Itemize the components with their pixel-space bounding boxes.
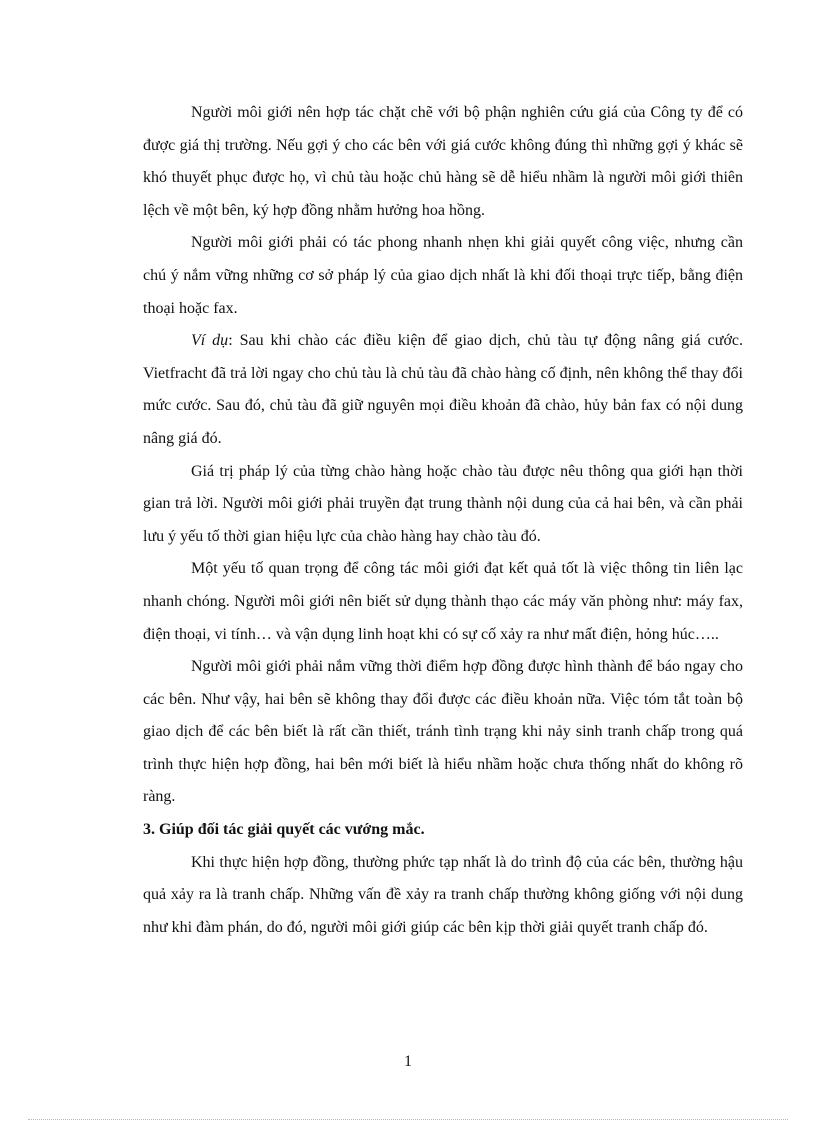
- document-body: [143, 97, 743, 944]
- example-label: Ví dụ: [191, 332, 229, 350]
- example-text: : Sau khi chào các điều kiện để giao dịch, chủ tàu tự động nâng giá cước. Vietfracht đã trả lời ngay cho chủ tàu là chủ tàu đã chào hàng cố định, nên không thể thay đổi mức cước. Sau đó, chủ tàu đã giữ nguyên mọi điều khoản đã chào, hủy bản fax có nội dung nâng giá đó.: [143, 332, 744, 447]
- page-bottom-divider: [28, 1119, 788, 1120]
- paragraph-5: Một yếu tố quan trọng để công tác môi giới đạt kết quả tốt là việc thông tin liên lạc nhanh chóng. Người môi giới nên biết sử dụng thành thạo các máy văn phòng như: máy fax, điện thoại, vi tính… và vận dụng linh hoạt khi có sự cố xảy ra như mất điện, hỏng húc…..: [143, 560, 743, 643]
- page-number: 1: [404, 1053, 412, 1070]
- paragraph-2: Người môi giới phải có tác phong nhanh nhẹn khi giải quyết công việc, nhưng cần chú ý nắm vững những cơ sở pháp lý của giao dịch nhất là khi đối thoại trực tiếp, bằng điện thoại hoặc fax.: [143, 234, 743, 317]
- section-heading: 3. Giúp đối tác giải quyết các vướng mắc.: [143, 821, 425, 839]
- paragraph-6: Người môi giới phải nắm vững thời điểm hợp đồng được hình thành để báo ngay cho các bên. Như vậy, hai bên sẽ không thay đổi được các điều khoản nữa. Việc tóm tắt toàn bộ giao dịch để các bên biết là rất cần thiết, tránh tình trạng khi nảy sinh tranh chấp trong quá trình thực hiện hợp đồng, hai bên mới biết là hiểu nhầm hoặc chưa thống nhất do không rõ ràng.: [143, 658, 743, 806]
- paragraph-4: Giá trị pháp lý của từng chào hàng hoặc chào tàu được nêu thông qua giới hạn thời gian trả lời. Người môi giới phải truyền đạt trung thành nội dung của cả hai bên, và cần phải lưu ý yếu tố thời gian hiệu lực của chào hàng hay chào tàu đó.: [143, 462, 743, 545]
- paragraph-1: Người môi giới nên hợp tác chặt chẽ với bộ phận nghiên cứu giá của Công ty để có được giá thị trường. Nếu gợi ý cho các bên với giá cước không đúng thì những gợi ý khác sẽ khó thuyết phục được họ, vì chủ tàu hoặc chủ hàng sẽ dễ hiểu nhầm là người môi giới thiên lệch về một bên, ký hợp đồng nhằm hưởng hoa hồng.: [143, 104, 743, 219]
- paragraph-3-example: [143, 325, 743, 455]
- paragraph-7: Khi thực hiện hợp đồng, thường phức tạp nhất là do trình độ của các bên, thường hậu quả xảy ra là tranh chấp. Những vấn đề xảy ra tranh chấp thường không giống với nội dung như khi đàm phán, do đó, người môi giới giúp các bên kịp thời giải quyết tranh chấp đó.: [143, 853, 743, 936]
